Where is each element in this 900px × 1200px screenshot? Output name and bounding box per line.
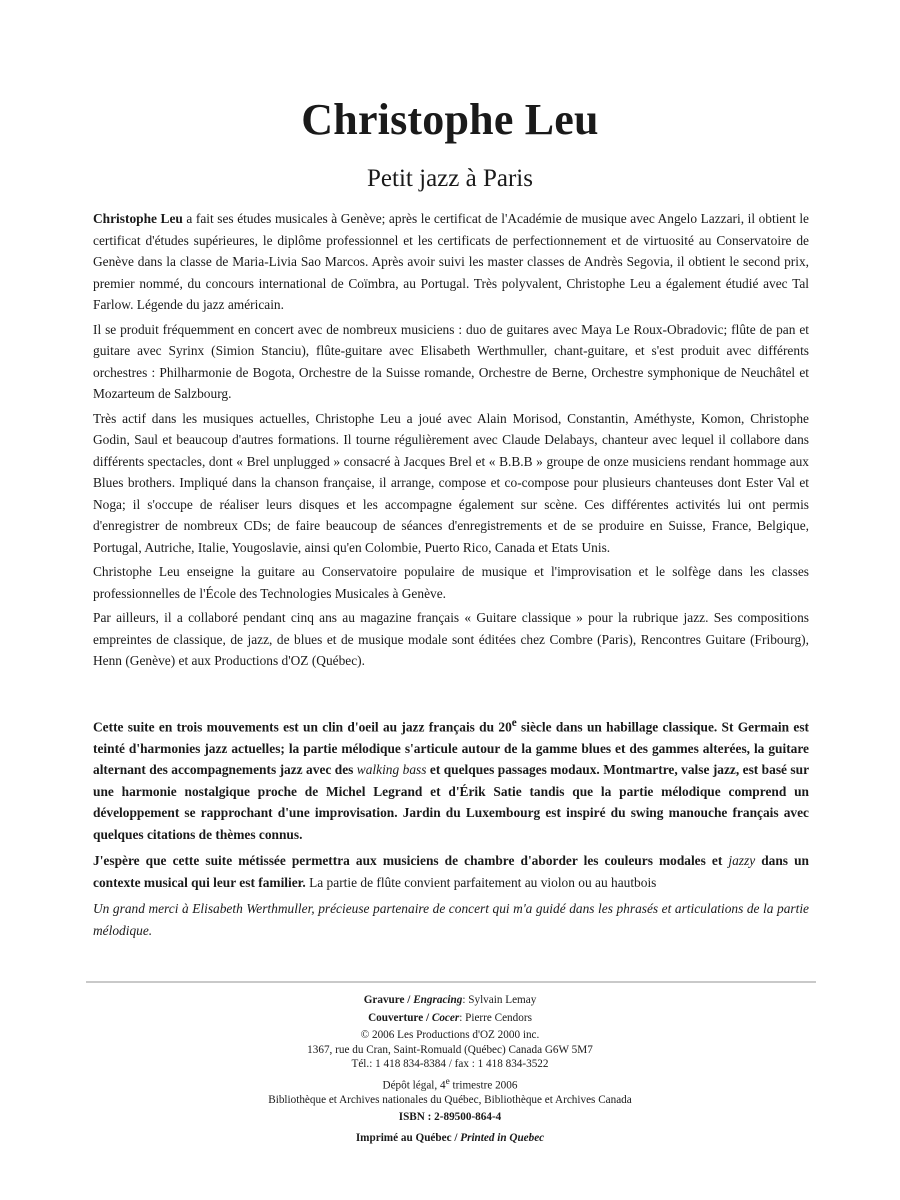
bio-paragraph-1: Christophe Leu a fait ses études musicales à Genève; après le certificat de l'Académie de musique avec Angelo Lazzari, il obtient le certificat d'études supérieures, le diplôme professionnel et les certificats de perfectionnement et de virtuosité au Conservatoire de Genève dans la classe de Maria-Livia Sao Marcos. Après avoir suivi les master classes de Andrès Segovia, il obtient le second prix, premier nommé, du concours international de Coïmbra, au Portugal. Très polyvalent, Christophe Leu a également étudié avec Tal Farlow. Légende du jazz américain.	[93, 211, 809, 312]
bio-paragraph-2: Il se produit fréquemment en concert avec de nombreux musiciens : duo de guitares avec Maya Le Roux-Obradovic; flûte de pan et guitare avec Syrinx (Simion Stanciu), flûte-guitare avec Elisabeth Werthmuller, chant-guitare, et s'est produit avec différents orchestres : Philharmonie de Bogota, Orchestre de la Suisse romande, Orchestre de Berne, Orchestre symphonique de Neuchâtel et Mozarteum de Salzbourg.	[93, 321, 809, 401]
bio-name: Christophe Leu	[93, 211, 183, 226]
publisher-phone: Tél.: 1 418 834-8384 / fax : 1 418 834-3522	[351, 1058, 549, 1070]
bio-paragraph-3: Très actif dans les musiques actuelles, Christophe Leu a joué avec Alain Morisod, Constantin, Améthyste, Komon, Christophe Godin, Saul et beaucoup d'autres formations. Il tourne régulièrement avec Claude Delabays, chanteur avec lequel il collabore dans différents spectacles, dont « Brel unplugged » consacré à Jacques Brel et « B.B.B » groupe de onze musiciens rendant hommage aux Blues brothers. Impliqué dans la chanson française, il arrange, compose et co-compose pour plusieurs chanteuses dont Ester Val et Noga; il s'occupe de réaliser leurs disques et les accompagne également sur scène. Ces différentes activités lui ont permis d'enregistrer de nombreux CDs; de faire beaucoup de séances d'enregistrements et de se produire en Suisse, France, Belgique, Portugal, Autriche, Italie, Yougoslavie, ainsi qu'en Colombie, Puerto Rico, Canada et Etats Unis.	[93, 410, 809, 555]
biography	[93, 208, 809, 672]
suite-description	[93, 713, 809, 946]
publisher-address: 1367, rue du Cran, Saint-Romuald (Québec) Canada G6W 5M7	[307, 1043, 593, 1056]
printed-in: Imprimé au Québec / Printed in Quebec	[355, 1131, 545, 1144]
credit-cover: Couverture / Cocer: Pierre Cendors	[368, 1011, 532, 1024]
credits-block	[0, 993, 900, 1145]
bio-paragraph-4: Christophe Leu enseigne la guitare au Conservatoire populaire de musique et l'improvisation et le solfège dans les classes professionnelles de l'École des Technologies Musicales à Genève.	[93, 564, 809, 601]
legal-deposit: Dépôt légal, 4e trimestre 2006	[382, 1076, 518, 1092]
divider	[86, 981, 816, 983]
page-title: Christophe Leu	[301, 95, 599, 144]
copyright-line: © 2006 Les Productions d'OZ 2000 inc.	[360, 1029, 540, 1041]
credit-engraving: Gravure / Engracing: Sylvain Lemay	[363, 994, 537, 1006]
bio-paragraph-5: Par ailleurs, il a collaboré pendant cinq ans au magazine français « Guitare classique » pour la rubrique jazz. Ses compositions empreintes de classique, de jazz, de blues et de musique modale sont éditées chez Combre (Paris), Rencontres Guitare (Fribourg), Henn (Genève) et aux Productions d'OZ (Québec).	[93, 610, 809, 668]
page-subtitle: Petit jazz à Paris	[367, 165, 533, 192]
suite-paragraph-1: Cette suite en trois mouvements est un clin d'oeil au jazz français du 20e siècle dans un habillage classique. St Germain est teinté d'harmonies jazz actuelles; la partie mélodique s'articule autour de la gamme blues et des gammes alterées, la guitare alternant des accompagnements jazz avec des walking bass et quelques passages modaux. Montmartre, valse jazz, est basé sur une harmonie nostalgique proche de Michel Legrand et d'Érik Satie tandis que la partie mélodique comprend un développement se rapprochant d'une improvisation. Jardin du Luxembourg est inspiré du swing manouche français avec quelques citations de thèmes connus.	[93, 717, 810, 842]
isbn: ISBN : 2-89500-864-4	[398, 1111, 502, 1124]
legal-deposit-libraries: Bibliothèque et Archives nationales du Québec, Bibliothèque et Archives Canada	[268, 1093, 632, 1106]
suite-paragraph-2: J'espère que cette suite métissée permettra aux musiciens de chambre d'aborder les couleurs modales et jazzy dans un contexte musical qui leur est familier. La partie de flûte convient parfaitement au violon ou au hautbois	[93, 853, 809, 890]
suite-acknowledgement: Un grand merci à Elisabeth Werthmuller, précieuse partenaire de concert qui m'a guidé dans les phrasés et articulations de la partie mélodique.	[93, 901, 809, 938]
